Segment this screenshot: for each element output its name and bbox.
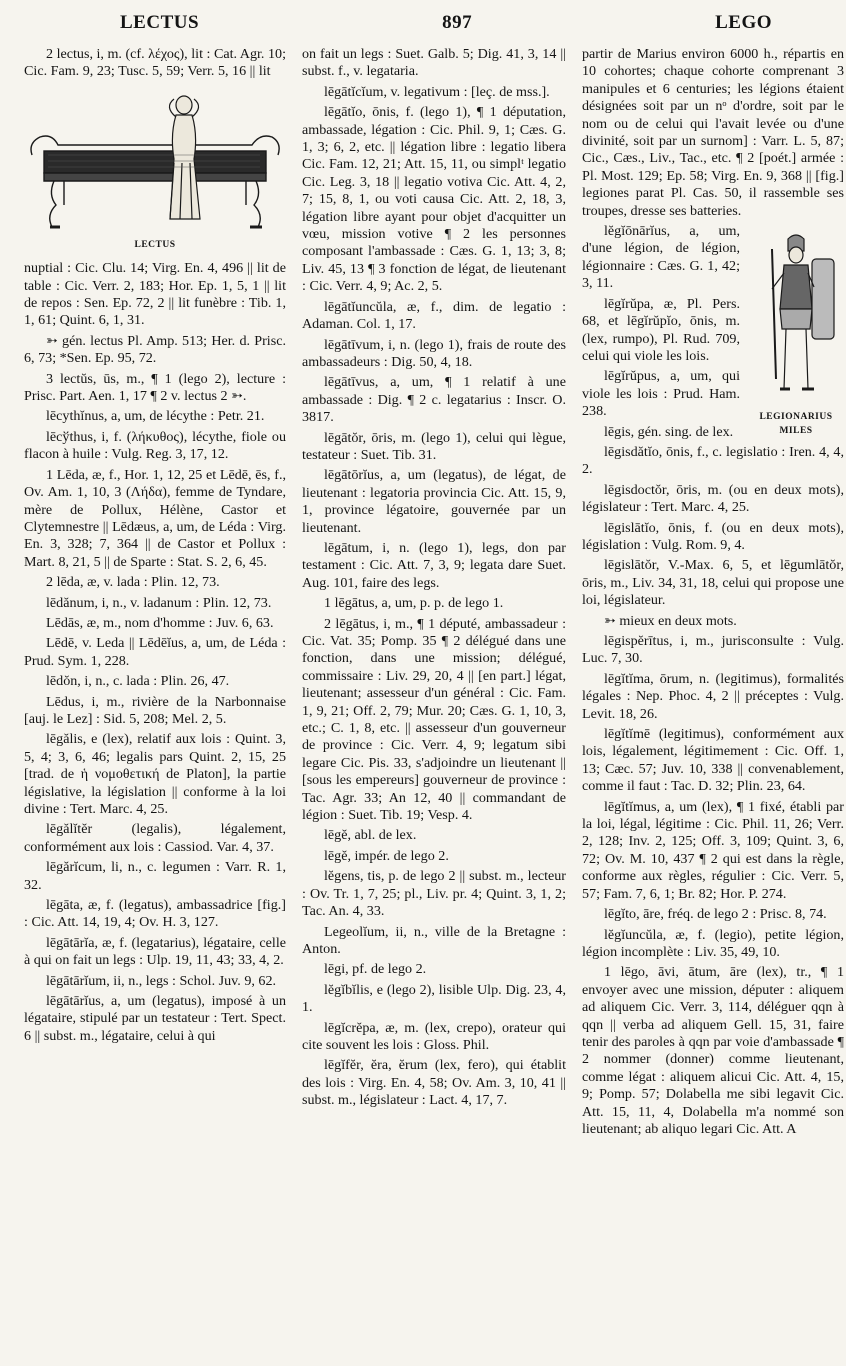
entry: lēgātĭuncŭla, æ, f., dim. de legatio : Adaman. Col. 1, 17. [302,298,566,333]
entry: lēgi, pf. de lego 2. [324,961,427,978]
entry: lĕgĭōnārĭus, a, um, d'une légion, de légion, légionnaire : Cæs. G. 1, 42; 3, 11. [582,223,740,292]
lectus-caption: LECTUS [134,239,176,250]
entry: lēgălĭtĕr (legalis), légalement, conformément aux lois : Cassiod. Var. 4, 37. [24,821,286,855]
header-left-word: LECTUS [120,12,200,33]
entry: lēgĭcrĕpa, æ, m. (lex, crepo), orateur qui cite souvent les lois : Gloss. Phil. [302,1019,566,1053]
entry: lēgis, gén. sing. de lex. [604,423,734,440]
entry: lēdănum, i, n., v. ladanum : Plin. 12, 73. [46,594,272,611]
entry: lēgĕ, impér. de lego 2. [324,847,449,864]
entry: lēgislātŏr, V.-Max. 6, 5, et lēgumlātŏr, ōris, m., Liv. 34, 31, 18, celui qui propose une loi, législateur. [582,557,844,609]
entry: Legeolĭum, ii, n., ville de la Bretagne : Anton. [302,923,566,957]
legionarius-illustration [748,229,844,437]
entry: lēgātĭo, ōnis, f. (lego 1), ¶ 1 députation, ambassade, légation : Cic. Phil. 9, 1; Cæs. G. 1, 3; 6, 2, etc. || légation libre : legatio libera Cic. Fam. 12, 21; Att. 15, 11, ou simplᵗ legatio Cic. Leg. 3, 18 || legatio votiva Cic. Att. 4, 2, 7; 15, 8, 1, ou voti causa Cic. Att. 2, 18, 3, légation libre ayant pour objet d'acquitter un vœu, mission votive ¶ 2 les personnes composant l'ambassade : Cæs. G. 1, 13; 3, 8; Liv. 45, 13 ¶ 3 fonction de légat, de lieutenant : Cic. Verr. 4, 9; Ac. 2, 5. [302,104,566,295]
entry: nuptial : Cic. Clu. 14; Virg. En. 4, 496 || lit de table : Cic. Verr. 2, 183; Hor. Ep. 1, 5, 1 || lit de repos : Sen. Ep. 72, 2 || lit funèbre : Tib. 1, 1, 61; Quint. 6, 1, 31. [24,260,286,329]
entry: lēgātārĭus, a, um (legatus), imposé à un légataire, stipulé par un testateur : Tert. Spect. 6 || subst. m., légataire, celui à qui [24,993,286,1044]
legionarius-caption-2: MILES [779,426,813,437]
legionarius-caption-1: LEGIONARIUS [759,412,833,423]
entry: lēgĭtĭma, ōrum, n. (legitimus), formalités légales : Nep. Phoc. 4, 2 || préceptes : Vulg. Levit. 18, 26. [582,670,844,722]
entry: lēgāta, æ, f. (legatus), ambassadrice [fig.] : Cic. Att. 14, 19, 4; Ov. H. 3, 127. [24,897,286,931]
entry: lēgărĭcum, li, n., c. legumen : Varr. R. 1, 32. [24,859,286,893]
entry: Lēdē, v. Leda || Lēdēĭus, a, um, de Léda : Prud. Sym. 1, 228. [24,635,286,669]
entry: 2 lēda, æ, v. lada : Plin. 12, 73. [46,574,220,591]
entry: 2 lectus, i, m. (cf. λέχος), lit : Cat. Agr. 10; Cic. Fam. 9, 23; Tusc. 5, 59; Verr. 5, 16 || lit [24,46,286,80]
entry: Lēdās, æ, m., nom d'homme : Juv. 6, 63. [46,614,274,631]
entry: lĕgĭuncŭla, æ, f. (legio), petite légion, légion incomplète : Liv. 35, 49, 10. [582,926,844,960]
text-columns [24,46,844,1366]
entry: 2 lēgātus, i, m., ¶ 1 député, ambassadeur : Cic. Vat. 35; Pomp. 35 ¶ 2 délégué dans une fonction, dans une mission; délégué, commissaire : Liv. 29, 20, 4 || [en part.] légat, lieutenant; assesseur d'un général : Cic. Fam. 1, 9, 21; Off. 2, 79; Mur. 20; Cæs. G. 1, 10, 3, etc.; C. 1, 8, etc. || assesseur d'un gouverneur de province : Cic. Verr. 4, 9; legatum sibi legare Cic. Pis. 33, s'adjoindre un lieutenant || [sous les empereurs] gouverneur de province : Tac. Agr. 33; An 12, 40 || commandant de légion : Suet. Tib. 19; Vesp. 4. [302,615,566,824]
entry: lēcўthus, i, f. (λήκυθος), lécythe, fiole ou flacon à huile : Vulg. Reg. 3, 17, 12. [24,428,286,463]
entry: lēgislātĭo, ōnis, f. (ou en deux mots), législation : Vulg. Rom. 9, 4. [582,519,844,553]
entry: ➳ gén. lectus Pl. Amp. 513; Her. d. Prisc. 6, 73; *Sen. Ep. 95, 72. [24,332,286,367]
column-2 [302,46,566,1366]
running-head [24,12,830,42]
entry: lēgātārĭum, ii, n., legs : Schol. Juv. 9, 62. [46,972,277,989]
entry: lĕgens, tis, p. de lego 2 || subst. m., lecteur : Ov. Tr. 1, 7, 25; pl., Liv. pr. 4; Quint. 3, 1, 2; Tac. An. 4, 33. [302,868,566,920]
entry: lēgātārĭa, æ, f. (legatarius), légataire, celle à qui on fait un legs : Ulp. 19, 11, 43; 33, 4, 2. [24,934,286,969]
entry: 1 lēgātus, a, um, p. p. de lego 1. [324,595,504,612]
entry: lēgĭtĭmē (legitimus), conformément aux lois, légalement, légitimement : Cic. Off. 1, 13; Cæc. 57; Juv. 10, 338 || convenablement, comme il faut : Tac. D. 32; Plin. 23, 64. [582,726,844,795]
entry: lēgĭtĭmus, a, um (lex), ¶ 1 fixé, établi par la loi, légal, légitime : Cic. Phil. 11, 26; Verr. 2, 128; Inv. 2, 125; Off. 3, 109; Quint. 3, 6, 72; Ov. M. 10, 437 ¶ 2 qui est dans la règle, conforme aux règles, régulier : Cic. Verr. 5, 57; Fam. 7, 6, 1; Br. 82; Hor. P. 274. [582,798,844,902]
entry: lēgātīvum, i, n. (lego 1), frais de route des ambassadeurs : Dig. 50, 4, 18. [302,336,566,370]
entry: lēcythĭnus, a, um, de lécythe : Petr. 21. [46,408,265,425]
header-right-word: LEGO [715,12,772,33]
entry: 1 Lēda, æ, f., Hor. 1, 12, 25 et Lēdē, ēs, f., Ov. Am. 1, 10, 3 (Λήδα), femme de Tyndare, mère de Pollux, Hélène, Castor et Clytemnestre || Lēdæus, a, um, de Léda : Virg. En. 3, 328; 7, 364 || de Castor et Pollux : Mart. 8, 21, 5 || de Sparte : Stat. S. 2, 6, 45. [24,466,286,570]
entry: lēgĭfĕr, ĕra, ĕrum (lex, fero), qui établit des lois : Virg. En. 4, 58; Ov. Am. 3, 10, 41 || subst. m., législateur : Lact. 4, 17, 7. [302,1057,566,1109]
entry: lēgĭto, āre, fréq. de lego 2 : Prisc. 8, 74. [604,906,827,923]
entry: ➳ mieux en deux mots. [604,612,737,629]
entry: Lēdus, i, m., rivière de la Narbonnaise [auj. le Lez] : Sid. 5, 208; Mel. 2, 5. [24,693,286,727]
column-1 [24,46,286,1366]
couch-engraving [24,85,286,235]
lectus-illustration [24,85,286,254]
entry: lēgātŏr, ōris, m. (lego 1), celui qui lègue, testateur : Suet. Tib. 31. [302,429,566,463]
entry: lēgātĭcĭum, v. legativum : [leç. de mss.]. [324,83,550,100]
entry: lēgātōrĭus, a, um (legatus), de légat, de lieutenant : legatoria provincia Cic. Att. 15, 9, 1, province légatoire, gouvernée par un lieutenant. [302,467,566,536]
entry: on fait un legs : Suet. Galb. 5; Dig. 41, 3, 14 || subst. f., v. legataria. [302,46,566,80]
entry: lēgātīvus, a, um, ¶ 1 relatif à une ambassade : Dig. ¶ 2 c. legatarius : Inscr. O. 3817. [302,374,566,426]
legionary-engraving [748,229,844,409]
entry: lēgălis, e (lex), relatif aux lois : Quint. 3, 5, 4; 3, 6, 46; legalis pars Quint. 2, 15, 25 [trad. de ἡ νομοθετική de Platon], la partie législative, la législation || conforme à la loi divine : Tert. Marc. 4, 25. [24,731,286,817]
entry: lēgispĕrītus, i, m., jurisconsulte : Vulg. Luc. 7, 30. [582,633,844,667]
entry: lēgĭrŭpus, a, um, qui viole les lois : Prud. Ham. 238. [582,368,740,420]
entry: lēgisdătĭo, ōnis, f., c. legislatio : Iren. 4, 4, 2. [582,443,844,478]
entry: lēgĕ, abl. de lex. [324,827,417,844]
entry: partir de Marius environ 6000 h., répartis en 10 cohortes; chaque cohorte comprenant 3 manipules et 6 centuries; les légions étaient désignées soit par un nᵒ d'ordre, soit par le nom ou de celui qui l'avait levée ou d'une divinité, soit par un surnom] : Varr. L. 5, 87; Cic., Cæs., Liv., Tac., etc. ¶ 2 [poét.] armée : Pl. Most. 129; Ep. 58; Virg. En. 9, 368 || [fig.] legiones parat Pl. Cas. 50, il rassemble ses troupes, dresse ses batteries. [582,46,844,219]
entry: lēgĭrŭpa, æ, Pl. Pers. 68, et lēgĭrŭpĭo, ōnis, m. (lex, rumpo), Pl. Rud. 709, celui qui viole les lois. [582,295,740,364]
entry: 3 lectŭs, ūs, m., ¶ 1 (lego 2), lecture : Prisc. Part. Aen. 1, 17 ¶ 2 v. lectus 2 ➳. [24,370,286,405]
entry: lēgātum, i, n. (lego 1), legs, don par testament : Cic. Att. 7, 3, 9; legata dare Suet. Aug. 101, faire des legs. [302,539,566,591]
entry: lĕgĭbĭlis, e (lego 2), lisible Ulp. Dig. 23, 4, 1. [302,981,566,1016]
entry: 1 lēgo, āvi, ātum, āre (lex), tr., ¶ 1 envoyer avec une mission, députer : aliquem ad aliquem Cic. Verr. 3, 114, déléguer qqn à qqn || verba ad aliquem Gell. 15, 31, faire tenir des paroles à qqn par voie d'ambassade ¶ 2 nommer (donner) comme lieutenant, comme légat : aliquem alicui Cic. Att. 4, 15, 9; Pomp. 57; Dolabella me sibi legavit Cic. Att. 15, 11, 4, Dolabella m'a nommé son lieutenant; ab aliquo legari Cic. Att. A [582,964,844,1137]
entry: lēdŏn, i, n., c. lada : Plin. 26, 47. [46,673,230,690]
column-3 [582,46,844,1366]
page-number: 897 [442,12,473,33]
entry: lēgisdoctŏr, ōris, m. (ou en deux mots), législateur : Tert. Marc. 4, 25. [582,481,844,516]
